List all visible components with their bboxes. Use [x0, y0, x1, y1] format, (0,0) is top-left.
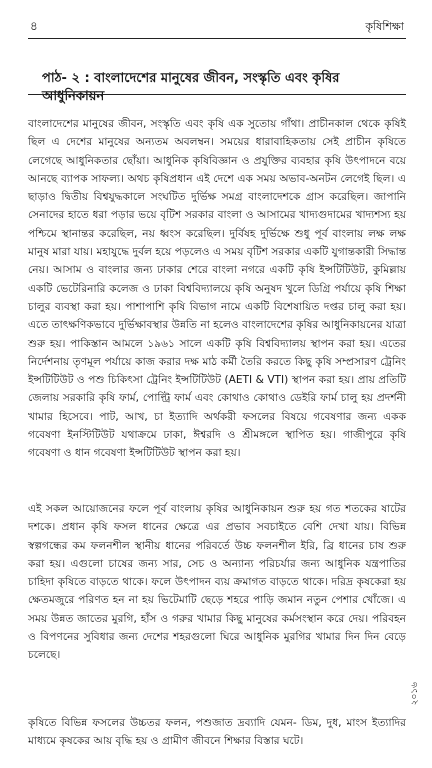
body-paragraph-3: কৃষিতে বিভিন্ন ফসলের উচ্চতর ফলন, পশুজাত দ্রব্যাদি যেমন- ডিম, দুধ, মাংস ইত্যাদির মাধ্যমে কৃষকের আয় বৃদ্ধি হয় ও গ্রামীণ জীবনে শিক্ষার বিস্তার ঘটে। [28, 717, 406, 748]
page-number: ৪ [30, 19, 38, 33]
title-rule [28, 94, 406, 95]
lesson-title: পাঠ- ২ : বাংলাদেশের মানুষের জীবন, সংস্কৃতি এবং কৃষির আধুনিকায়ন [42, 71, 340, 104]
header-rule [28, 38, 406, 39]
running-title: কৃষিশিক্ষা [365, 20, 404, 33]
margin-year-note: ২০১৬ [410, 682, 420, 706]
body-paragraph-2: এই সকল আয়োজনের ফলে পূর্ব বাংলায় কৃষির আধুনিকায়ন শুরু হয় গত শতকের ষাটের দশকে। প্রধান কৃষি ফসল ধানের ক্ষেত্রে এর প্রভাব সবচাইতে বেশি দেখা যায়। বিভিন্ন স্বল্পগন্ধের কম ফলনশীল স্থানীয় ধানের পরিবর্তে উচ্চ ফলনশীল ইরি, ব্রি ধানের চাষ শুরু করা হয়। এগুলো চাষের জন্য সার, সেচ ও অন্যান্য পরিচর্যার জন্য আধুনিক যন্ত্রপাতির চাহিদা কৃষিতে বাড়তে থাকে। ফলে উৎপাদন ব্যয় ক্রমাগত বাড়তে থাকে। দরিদ্র কৃষকেরা হয় ক্ষেতমজুরে পরিণত হন না হয় ভিটেমাটি ছেড়ে শহরে পাড়ি জমান নতুন পেশার খোঁজে। এ সময় উন্নত জাতের মুরগি, হাঁস ও গরুর খামার কিছু মানুষের কর্মসংস্থান করে দেয়। পরিবহন ও বিপণনের সুবিধার জন্য দেশের শহরগুলো ঘিরে আধুনিক মুরগির খামার দিন দিন বেড়ে চলেছে। [28, 503, 406, 662]
body-paragraph-1: বাংলাদেশের মানুষের জীবন, সংস্কৃতি এবং কৃষি এক সুতোয় গাঁথা। প্রাচীনকাল থেকে কৃষিই ছিল এ দেশের মানুষের অন্যতম অবলম্বন। সময়ের ধারাবাহিকতায় সেই প্রাচীন কৃষিতে লেগেছে আধুনিকতার ছোঁয়া। আধুনিক কৃষিবিজ্ঞান ও প্রযুক্তির ব্যবহার কৃষি উৎপাদনে বয়ে আনছে ব্যাপক সাফল্য। অথচ কৃষিপ্রধান এই দেশে এক সময় অভাব-অনটন লেগেই ছিল। এ ছাড়াও দ্বিতীয় বিশ্বযুদ্ধকালে সংঘটিত দুর্ভিক্ষ সমগ্র বাংলাদেশকে গ্রাস করেছিল। জাপানি সেনাদের হাতে ধরা পড়ার ভয়ে বৃটিশ সরকার বাংলা ও আসামের খাদ্যগুদামের খাদ্যশস্য হয় পশ্চিমে স্থানান্তর করেছিল, নয় ধ্বংস করেছিল। দুর্বিষহ দুর্ভিক্ষে শুধু পূর্ব বাংলায় লক্ষ লক্ষ মানুষ মারা যায়। মহাযুদ্ধে দুর্বল হয়ে পড়লেও এ সময় বৃটিশ সরকার একটি যুগান্তকারী সিদ্ধান্ত নেয়। আসাম ও বাংলার জন্য ঢাকার শেরে বাংলা নগরে একটি কৃষি ইন্সটিটিউট, কুমিল্লায় একটি ভেটেরিনারি কলেজ ও ঢাকা বিশ্ববিদ্যালয়ে কৃষি অনুষদ খুলে ডিগ্রি পর্যায়ে কৃষি শিক্ষা চালুর ব্যবস্থা করা হয়। পাশাপাশি কৃষি বিভাগ নামে একটি বিশেষায়িত দপ্তর চালু করা হয়। এতে তাৎক্ষণিকভাবে দুর্ভিক্ষাবস্থার উন্নতি না হলেও বাংলাদেশের কৃষির আধুনিকায়নের যাত্রা শুরু হয়। পাকিস্তান আমলে ১৯৬১ সালে একটি কৃষি বিশ্ববিদ্যালয় স্থাপন করা হয়। এতের নির্দেশনায় তৃণমূল পর্যায়ে কাজ করার দক্ষ মাঠ কর্মী তৈরি করতে কিছু কৃষি সম্প্রসারণ ট্রেনিং ইন্সটিটিউট ও পশু চিকিৎসা ট্রেনিং ইন্সটিটিউট (AETI & VTI) স্থাপন করা হয়। প্রায় প্রতিটি জেলায় সরকারি কৃষি ফার্ম, পোল্ট্রি ফার্ম এবং কোথাও কোথাও ডেইরি ফার্ম চালু হয় প্রদর্শনী খামার হিসেবে। পাট, আখ, চা ইত্যাদি অর্থকরী ফসলের বিষয়ে গবেষণার জন্য একক গবেষণা ইনস্টিটিউট যথাক্রমে ঢাকা, ঈশ্বরদি ও শ্রীমঙ্গলে স্থাপিত হয়। গাজীপুরে কৃষি গবেষণা ও ধান গবেষণা ইন্সটিটিউট স্থাপন করা হয়। [28, 118, 406, 460]
